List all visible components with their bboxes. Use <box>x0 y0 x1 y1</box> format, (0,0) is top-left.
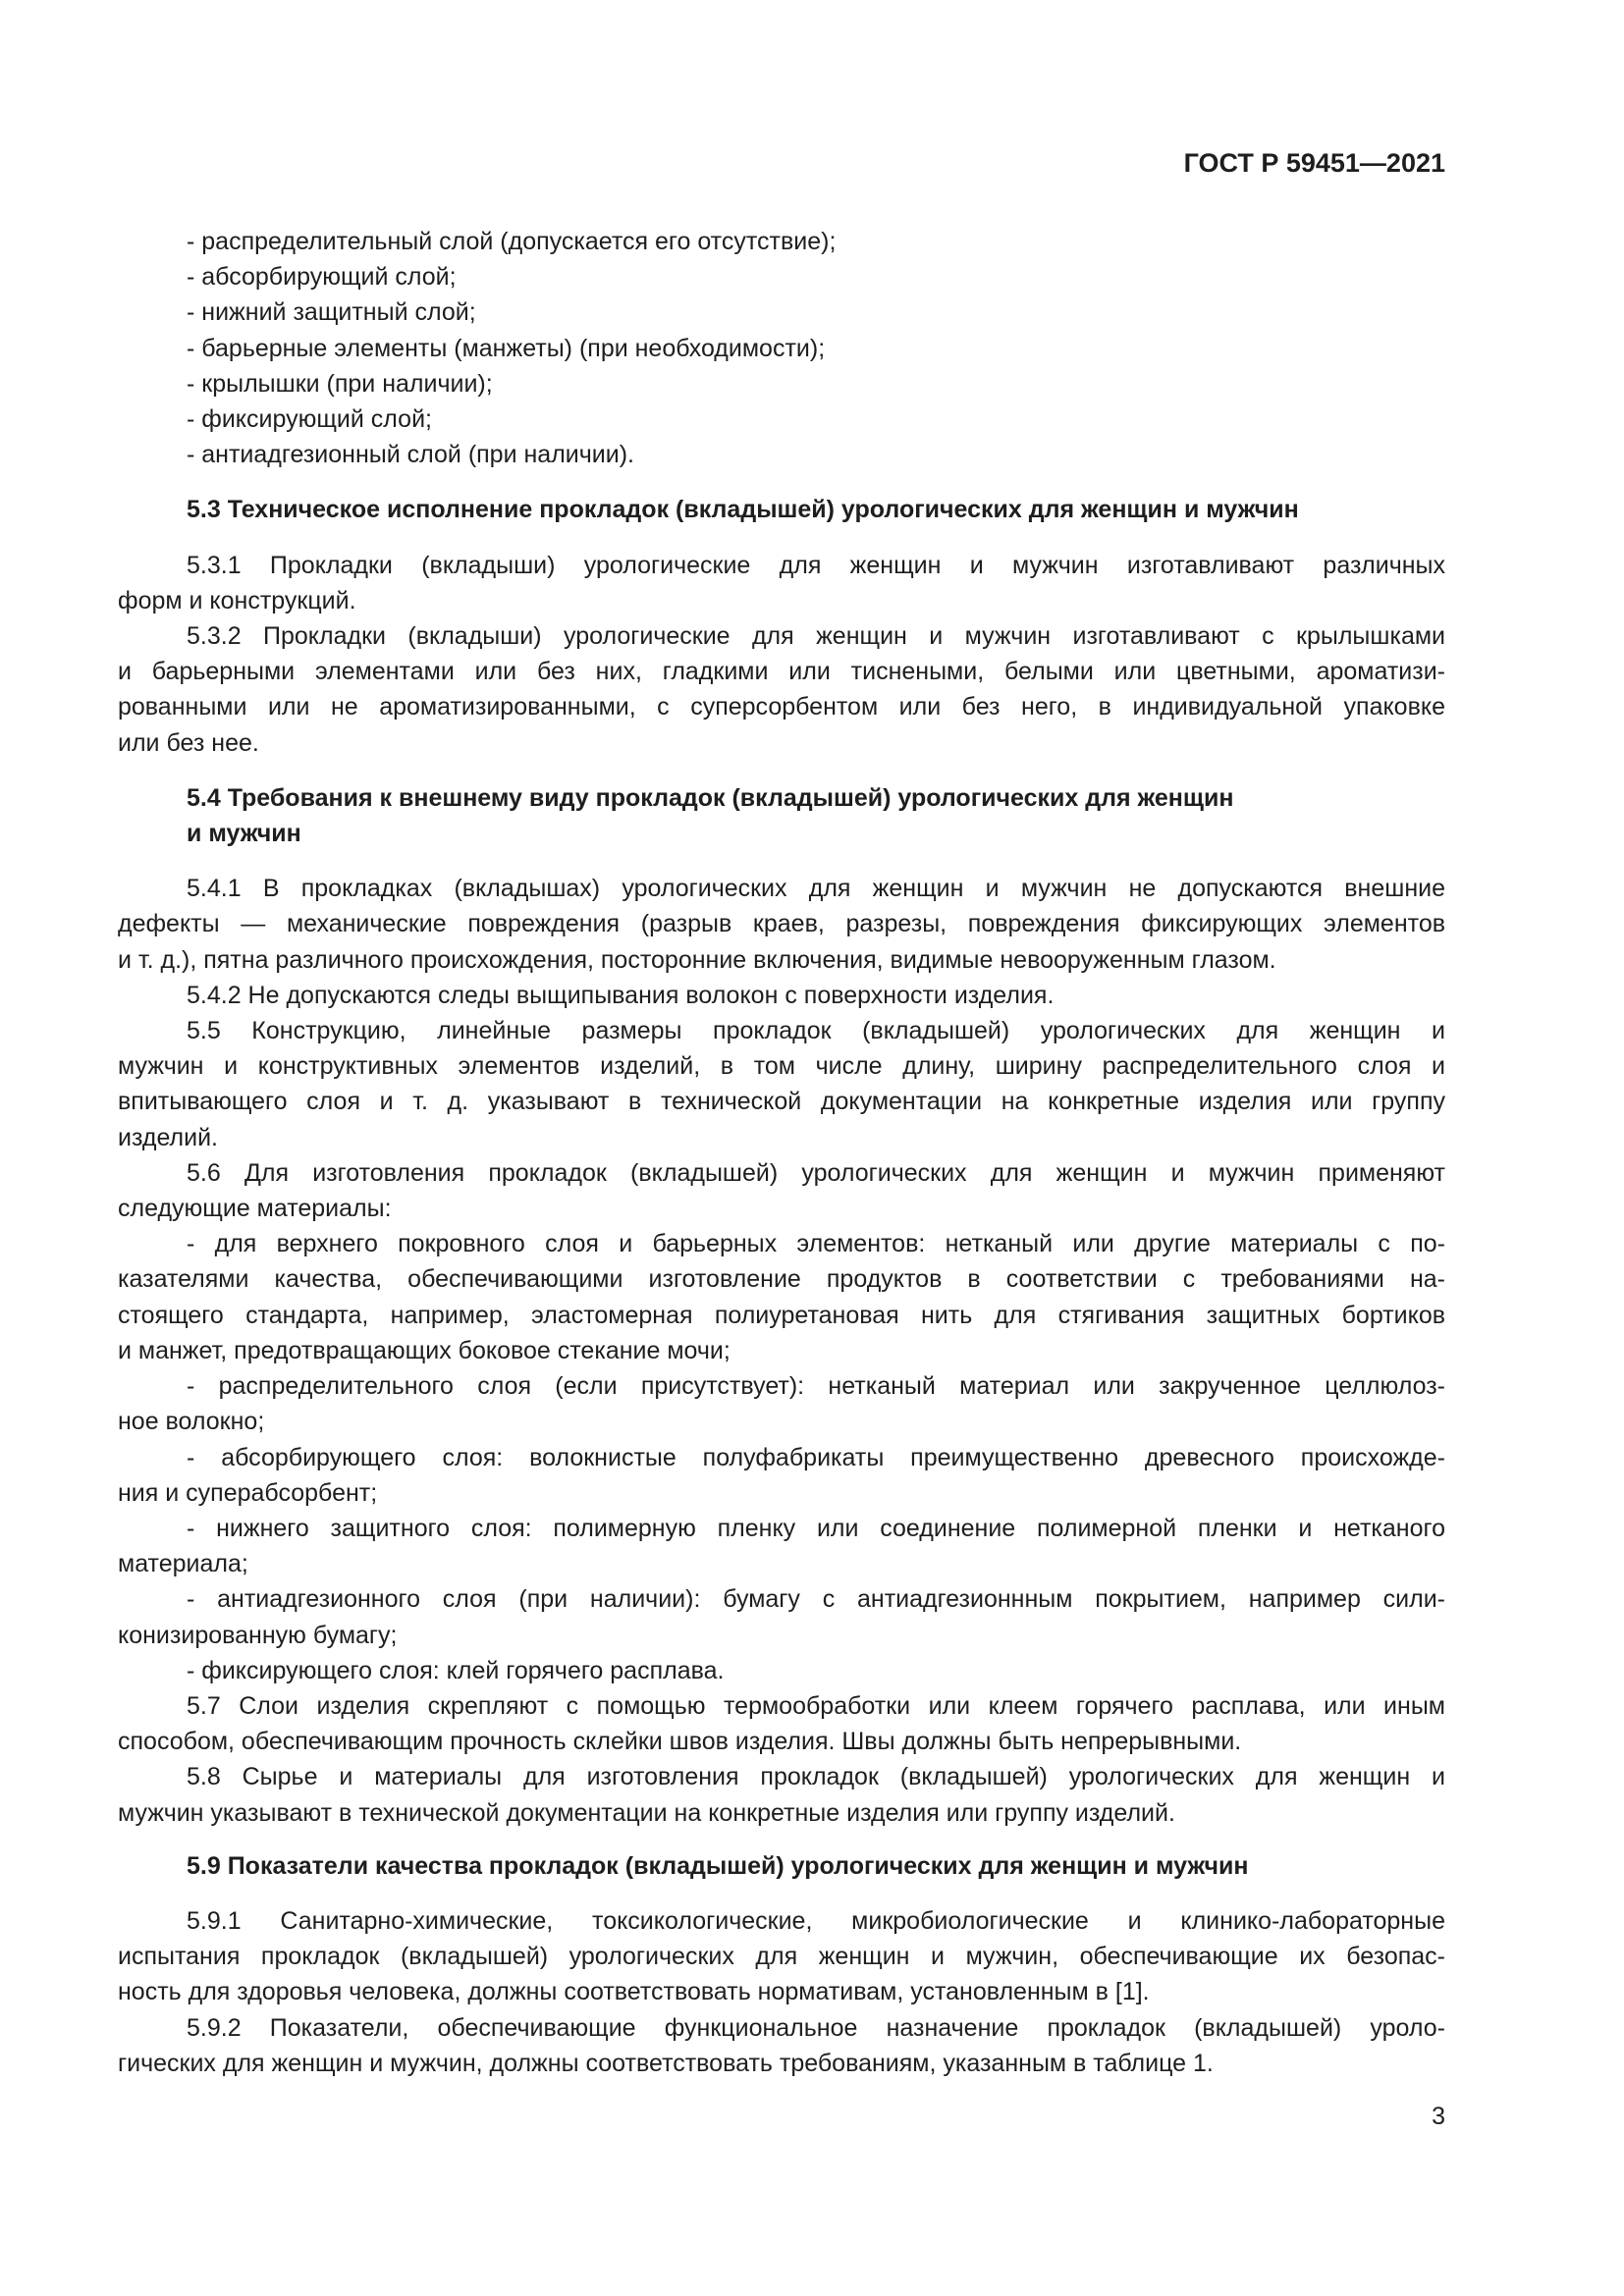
text-line: - нижнего защитного слоя: полимерную пленку или соединение полимерной пленки и нетканого <box>187 1514 1445 1542</box>
text-line: и барьерными элементами или без них, гладкими или тиснеными, белыми или цветными, ароматизи- <box>118 658 1445 686</box>
materials-item <box>118 1368 1445 1439</box>
text-line: ния и суперабсорбент; <box>118 1478 378 1507</box>
text-line: гических для женщин и мужчин, должны соответствовать требованиям, указанным в таблице 1. <box>118 2049 1214 2077</box>
text-line: материала; <box>118 1550 248 1578</box>
list-item: - абсорбирующий слой; <box>187 263 457 292</box>
paragraph-5-6 <box>118 1155 1445 1688</box>
text-line: следующие материалы: <box>118 1195 392 1223</box>
text-line: испытания прокладок (вкладышей) урологических для женщин и мужчин, обеспечивающие их безопас- <box>118 1943 1445 1971</box>
text-line: стоящего стандарта, например, эластомерная полиуретановая нить для стягивания защитных бортиков <box>118 1301 1445 1329</box>
materials-item <box>118 1511 1445 1581</box>
text-line: казателями качества, обеспечивающими изготовление продуктов в соответствии с требованиями на- <box>118 1265 1445 1294</box>
text-line: 5.6 Для изготовления прокладок (вкладышей) урологических для женщин и мужчин применяют <box>187 1158 1445 1187</box>
text-line: - фиксирующего слоя: клей горячего расплава. <box>187 1656 725 1684</box>
section-heading-5-4 <box>118 780 1445 851</box>
paragraph-5-5 <box>118 1013 1445 1155</box>
paragraph-5-9-2 <box>118 2010 1445 2081</box>
page-number: 3 <box>1432 2103 1445 2130</box>
text-line: 5.4.2 Не допускаются следы выщипывания волокон с поверхности изделия. <box>187 981 1055 1009</box>
text-line: дефекты — механические повреждения (разрыв краев, разрезы, повреждения фиксирующих элементов <box>118 910 1445 938</box>
section-heading-5-3: 5.3 Техническое исполнение прокладок (вкладышей) урологических для женщин и мужчин <box>187 496 1299 524</box>
paragraph-5-4-2 <box>118 978 1445 1013</box>
text-line: и т. д.), пятна различного происхождения, посторонние включения, видимые невооруженным глазом. <box>118 945 1276 974</box>
page-body <box>118 224 1445 2081</box>
text-line: ное волокно; <box>118 1408 265 1436</box>
text-line: - абсорбирующего слоя: волокнистые полуфабрикаты преимущественно древесного происхожде- <box>187 1443 1445 1471</box>
list-item: - барьерные элементы (манжеты) (при необходимости); <box>187 334 826 362</box>
heading-line: 5.4 Требования к внешнему виду прокладок (вкладышей) урологических для женщин <box>187 783 1234 812</box>
text-line: и манжет, предотвращающих боковое стекание мочи; <box>118 1336 731 1364</box>
text-line: 5.9.2 Показатели, обеспечивающие функциональное назначение прокладок (вкладышей) уроло- <box>187 2013 1445 2042</box>
text-line: мужчин и конструктивных элементов изделий, в том числе длину, ширину распределительного слоя и <box>118 1052 1445 1081</box>
text-line: 5.9.1 Санитарно-химические, токсикологические, микробиологические и клинико-лабораторные <box>187 1906 1445 1935</box>
materials-item <box>118 1581 1445 1652</box>
paragraph-5-7 <box>118 1688 1445 1759</box>
text-line: 5.3.1 Прокладки (вкладыши) урологические для женщин и мужчин изготавливают различных <box>187 551 1445 579</box>
list-item: - крылышки (при наличии); <box>187 369 493 398</box>
text-line: мужчин указывают в технической документации на конкретные изделия или группу изделий. <box>118 1798 1175 1827</box>
component-list <box>118 224 1445 472</box>
text-line: 5.8 Сырье и материалы для изготовления прокладок (вкладышей) урологических для женщин и <box>187 1763 1445 1791</box>
text-line: - антиадгезионного слоя (при наличии): бумагу с антиадгезионнным покрытием, например сили- <box>187 1585 1445 1614</box>
text-line: изделий. <box>118 1123 219 1151</box>
paragraph-5-3-1 <box>118 548 1445 618</box>
list-item: - распределительный слой (допускается его отсутствие); <box>187 228 837 255</box>
text-line: рованными или не ароматизированными, с суперсорбентом или без него, в индивидуальной упаковке <box>118 693 1445 721</box>
list-item: - антиадгезионный слой (при наличии). <box>187 441 634 469</box>
paragraph-5-9-1 <box>118 1903 1445 2010</box>
materials-item <box>118 1226 1445 1368</box>
text-line: способом, обеспечивающим прочность склейки швов изделия. Швы должны быть непрерывными. <box>118 1728 1242 1756</box>
list-item: - фиксирующий слой; <box>187 405 432 434</box>
text-line: конизированную бумагу; <box>118 1621 398 1649</box>
text-line: 5.3.2 Прокладки (вкладыши) урологические для женщин и мужчин изготавливают с крылышками <box>187 622 1445 651</box>
list-item: - нижний защитный слой; <box>187 298 476 327</box>
paragraph-5-4-1 <box>118 871 1445 978</box>
heading-line: и мужчин <box>187 820 301 848</box>
text-line: ность для здоровья человека, должны соответствовать нормативам, установленным в [1]. <box>118 1978 1150 2006</box>
document-header: ГОСТ Р 59451—2021 <box>1183 148 1445 178</box>
text-line: - для верхнего покровного слоя и барьерных элементов: нетканый или другие материалы с по- <box>187 1230 1445 1258</box>
text-line: 5.7 Слои изделия скрепляют с помощью термообработки или клеем горячего расплава, или иным <box>187 1691 1445 1720</box>
text-line: - распределительного слоя (если присутствует): нетканый материал или закрученное целлюлоз- <box>187 1372 1445 1401</box>
text-line: впитывающего слоя и т. д. указывают в технической документации на конкретные изделия или группу <box>118 1088 1445 1116</box>
text-line: форм и конструкций. <box>118 586 356 614</box>
materials-item <box>118 1440 1445 1511</box>
materials-item <box>118 1653 1445 1688</box>
paragraph-5-8 <box>118 1759 1445 1830</box>
text-line: или без нее. <box>118 728 259 757</box>
text-line: 5.5 Конструкцию, линейные размеры прокладок (вкладышей) урологических для женщин и <box>187 1017 1445 1045</box>
section-heading-5-9: 5.9 Показатели качества прокладок (вкладышей) урологических для женщин и мужчин <box>187 1851 1249 1880</box>
paragraph-5-3-2 <box>118 618 1445 761</box>
text-line: 5.4.1 В прокладках (вкладышах) урологических для женщин и мужчин не допускаются внешние <box>187 875 1445 903</box>
